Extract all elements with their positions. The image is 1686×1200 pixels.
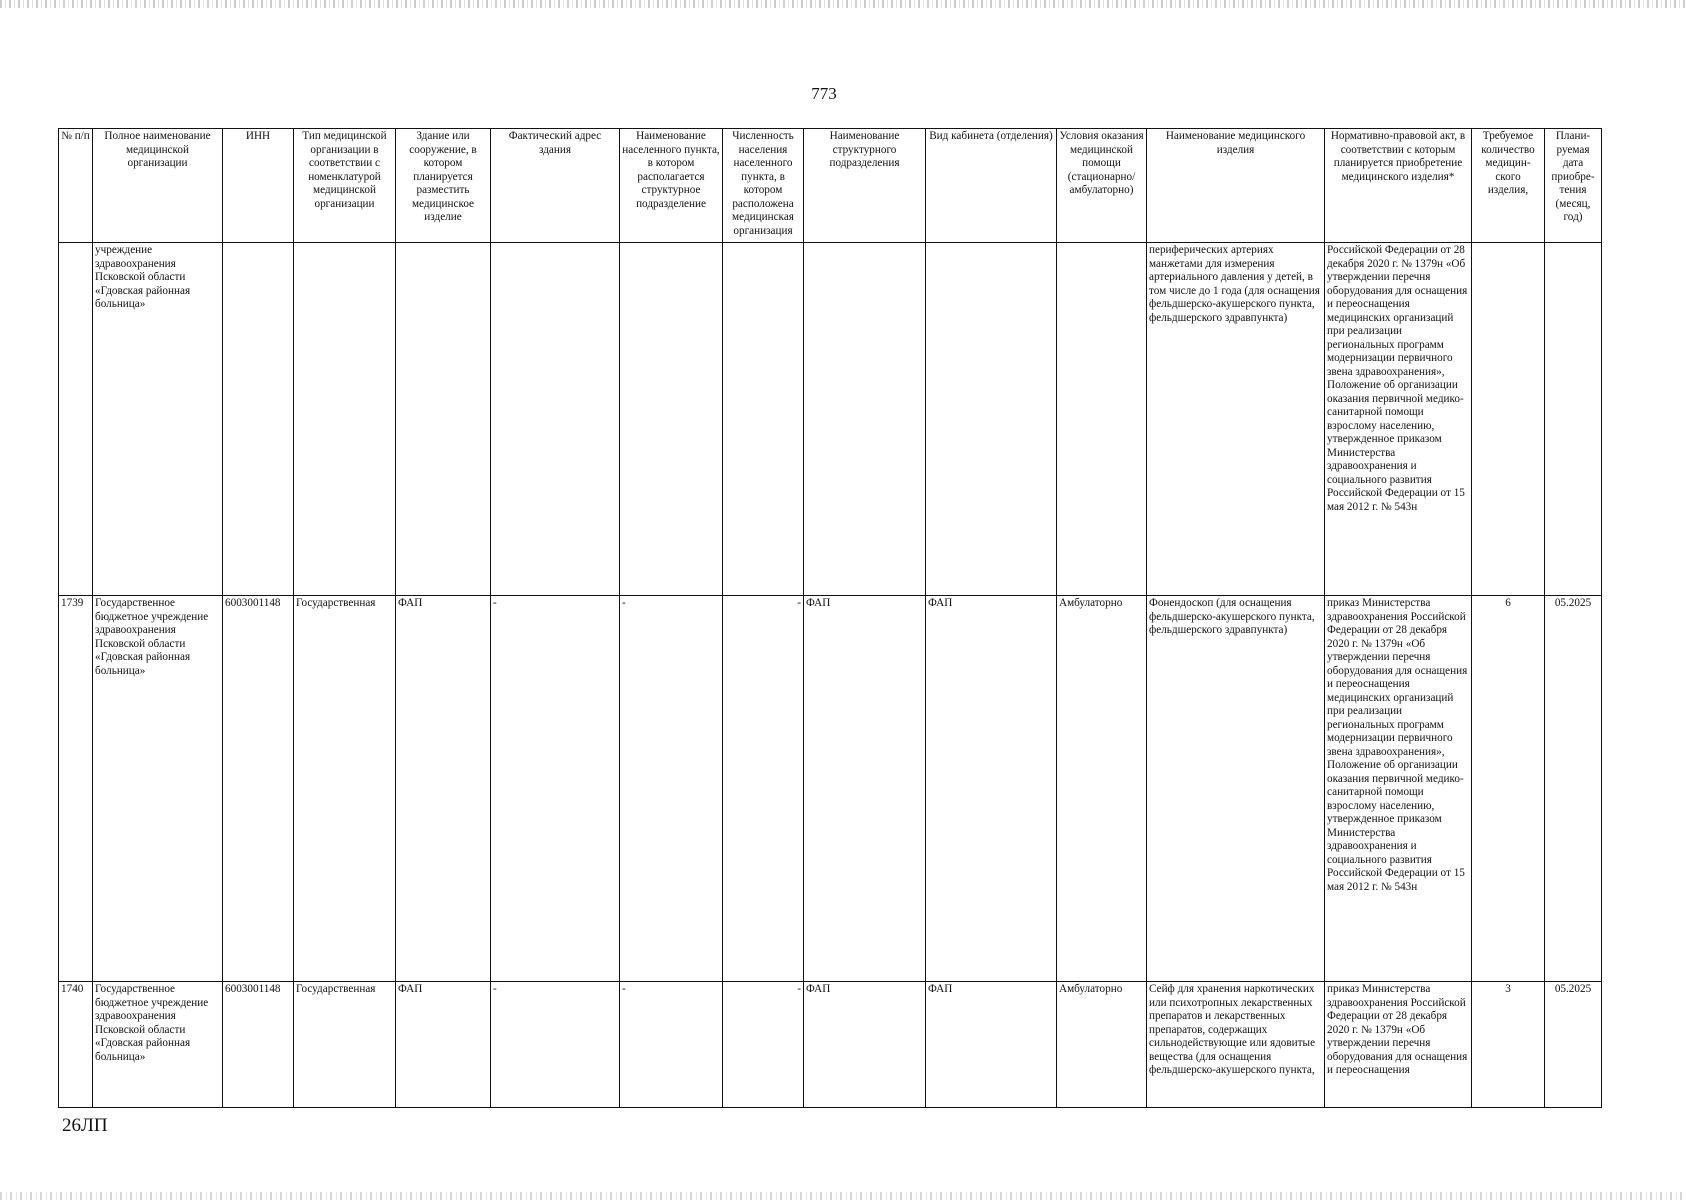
table-row: [59, 243, 1602, 596]
header-locality: Наименование населенного пункта, в котором располагается структурное подразделение: [620, 129, 723, 243]
cell-type: [294, 243, 396, 596]
cell-population: -: [723, 596, 804, 982]
cell-address: -: [491, 982, 620, 1108]
scan-edge-bottom: [0, 1192, 1686, 1200]
cell-type: Государственная: [294, 596, 396, 982]
cell-building: [396, 243, 491, 596]
header-building: Здание или сооружение, в котором планируется разместить медицинское изделие: [396, 129, 491, 243]
cell-division: ФАП: [804, 596, 926, 982]
cell-act: Российской Федерации от 28 декабря 2020 г. № 1379н «Об утверждении перечня оборудования для оснащения и переоснащения медицинских организаций при реализации региональных программ модернизации первичного звена здравоохранения», Положение об организации оказания первичной медико-санитарной помощи взрослому населению, утвержденное приказом Министерства здравоохранения и социального развития Российской Федерации от 15 мая 2012 г. № 543н: [1325, 243, 1472, 596]
cell-conditions: Амбулаторно: [1057, 982, 1147, 1108]
cell-item: Сейф для хранения наркотических или психотропных лекарственных препаратов и лекарственных препаратов, содержащих сильнодействующие или ядовитые вещества (для оснащения фельдшерско-акушерского пункта,: [1147, 982, 1325, 1108]
cell-qty: 3: [1472, 982, 1545, 1108]
cell-date: [1545, 243, 1602, 596]
header-type: Тип медицинской организации в соответствии с номенклатурой медицинской организации: [294, 129, 396, 243]
equipment-table: [58, 128, 1602, 1108]
cell-population: [723, 243, 804, 596]
footer-code: 26ЛП: [62, 1115, 108, 1136]
cell-item: Фонендоскоп (для оснащения фельдшерско-акушерского пункта, фельдшерского здравпункта): [1147, 596, 1325, 982]
cell-locality: -: [620, 982, 723, 1108]
header-org: Полное наименование медицинской организации: [93, 129, 223, 243]
table-row: [59, 596, 1602, 982]
cell-locality: -: [620, 596, 723, 982]
cell-division: ФАП: [804, 982, 926, 1108]
cell-act: приказ Министерства здравоохранения Российской Федерации от 28 декабря 2020 г. № 1379н «Об утверждении перечня оборудования для оснащения и переоснащения: [1325, 982, 1472, 1108]
cell-address: -: [491, 596, 620, 982]
cell-division: [804, 243, 926, 596]
header-conditions: Условия оказания медицинской помощи (стационарно/ амбулаторно): [1057, 129, 1147, 243]
cell-item: периферических артериях манжетами для измерения артериального давления у детей, в том числе до 1 года (для оснащения фельдшерско-акушерского пункта, фельдшерского здравпункта): [1147, 243, 1325, 596]
page-number: 773: [811, 84, 837, 103]
header-num: № п/п: [59, 129, 93, 243]
cell-building: ФАП: [396, 982, 491, 1108]
cell-date: 05.2025: [1545, 596, 1602, 982]
cell-conditions: Амбулаторно: [1057, 596, 1147, 982]
cell-inn: 6003001148: [223, 982, 294, 1108]
cell-building: ФАП: [396, 596, 491, 982]
header-qty: Требуемое количество медицин-ского изделия,: [1472, 129, 1545, 243]
cell-org: Государственное бюджетное учреждение здравоохранения Псковской области «Гдовская районная больница»: [93, 982, 223, 1108]
cell-cabinet: ФАП: [926, 982, 1057, 1108]
cell-qty: 6: [1472, 596, 1545, 982]
cell-address: [491, 243, 620, 596]
cell-inn: [223, 243, 294, 596]
cell-date: 05.2025: [1545, 982, 1602, 1108]
header-address: Фактический адрес здания: [491, 129, 620, 243]
header-population: Численность населения населенного пункта, в котором расположена медицинская организация: [723, 129, 804, 243]
cell-qty: [1472, 243, 1545, 596]
cell-act: приказ Министерства здравоохранения Российской Федерации от 28 декабря 2020 г. № 1379н «Об утверждении перечня оборудования для оснащения и переоснащения медицинских организаций при реализации региональных программ модернизации первичного звена здравоохранения», Положение об организации оказания первичной медико-санитарной помощи взрослому населению, утвержденное приказом Министерства здравоохранения и социального развития Российской Федерации от 15 мая 2012 г. № 543н: [1325, 596, 1472, 982]
table-row: [59, 982, 1602, 1108]
cell-population: -: [723, 982, 804, 1108]
header-division: Наименование структурного подразделения: [804, 129, 926, 243]
header-item: Наименование медицинского изделия: [1147, 129, 1325, 243]
cell-num: 1739: [59, 596, 93, 982]
cell-cabinet: ФАП: [926, 596, 1057, 982]
cell-inn: 6003001148: [223, 596, 294, 982]
header-date: Плани-руемая дата приобре-тения (месяц, год): [1545, 129, 1602, 243]
cell-locality: [620, 243, 723, 596]
header-act: Нормативно-правовой акт, в соответствии с которым планируется приобретение медицинского изделия*: [1325, 129, 1472, 243]
scan-edge-top: [0, 0, 1686, 8]
cell-org: учреждение здравоохранения Псковской области «Гдовская районная больница»: [93, 243, 223, 596]
cell-cabinet: [926, 243, 1057, 596]
cell-type: Государственная: [294, 982, 396, 1108]
cell-org: Государственное бюджетное учреждение здравоохранения Псковской области «Гдовская районная больница»: [93, 596, 223, 982]
cell-conditions: [1057, 243, 1147, 596]
header-inn: ИНН: [223, 129, 294, 243]
cell-num: [59, 243, 93, 596]
cell-num: 1740: [59, 982, 93, 1108]
table-header-row: [59, 129, 1602, 243]
header-cabinet: Вид кабинета (отделения): [926, 129, 1057, 243]
